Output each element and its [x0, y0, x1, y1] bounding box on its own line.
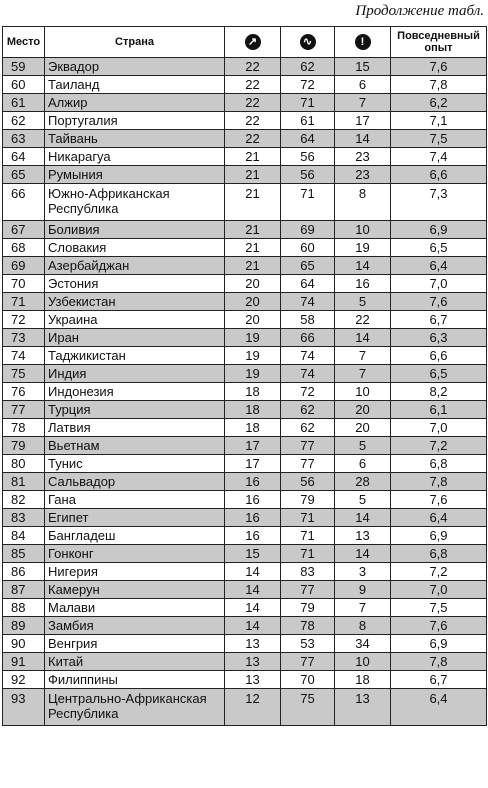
- cell-daily: 7,6: [391, 617, 487, 635]
- header-col4: [281, 27, 335, 58]
- table-row: [3, 239, 487, 257]
- cell-col4: 79: [281, 599, 335, 617]
- cell-daily: 8,2: [391, 383, 487, 401]
- cell-col4: 72: [281, 383, 335, 401]
- cell-col4: 74: [281, 365, 335, 383]
- cell-col4: 70: [281, 671, 335, 689]
- cell-col4: 79: [281, 491, 335, 509]
- cell-col5: 5: [335, 491, 391, 509]
- cell-col4: 53: [281, 635, 335, 653]
- cell-col4: 56: [281, 166, 335, 184]
- cell-rank: 85: [3, 545, 45, 563]
- cell-col4: 65: [281, 257, 335, 275]
- cell-col4: 74: [281, 347, 335, 365]
- cell-col3: 17: [225, 437, 281, 455]
- cell-daily: 6,4: [391, 257, 487, 275]
- cell-col5: 7: [335, 347, 391, 365]
- cell-col3: 12: [225, 689, 281, 726]
- table-row: [3, 581, 487, 599]
- table-row: [3, 473, 487, 491]
- table-row: [3, 383, 487, 401]
- table-row: [3, 94, 487, 112]
- cell-rank: 74: [3, 347, 45, 365]
- table-row: [3, 563, 487, 581]
- cell-col3: 22: [225, 94, 281, 112]
- cell-col5: 9: [335, 581, 391, 599]
- cell-daily: 6,4: [391, 509, 487, 527]
- cell-col3: 21: [225, 257, 281, 275]
- cell-country: Турция: [45, 401, 225, 419]
- cell-col3: 13: [225, 653, 281, 671]
- table-row: [3, 671, 487, 689]
- cell-country: Словакия: [45, 239, 225, 257]
- cell-col5: 14: [335, 130, 391, 148]
- cell-country: Латвия: [45, 419, 225, 437]
- cell-col4: 60: [281, 239, 335, 257]
- cell-col4: 69: [281, 221, 335, 239]
- table-row: [3, 491, 487, 509]
- table-row: [3, 653, 487, 671]
- cell-col4: 75: [281, 689, 335, 726]
- table-row: [3, 437, 487, 455]
- arrow-up-right-icon: ↗: [245, 34, 261, 50]
- cell-rank: 80: [3, 455, 45, 473]
- cell-col4: 77: [281, 455, 335, 473]
- cell-rank: 63: [3, 130, 45, 148]
- cell-col5: 13: [335, 689, 391, 726]
- cell-country: Вьетнам: [45, 437, 225, 455]
- cell-col4: 62: [281, 58, 335, 76]
- cell-col3: 16: [225, 473, 281, 491]
- cell-col5: 5: [335, 293, 391, 311]
- cell-col5: 17: [335, 112, 391, 130]
- cell-col4: 71: [281, 94, 335, 112]
- cell-col3: 20: [225, 275, 281, 293]
- cell-daily: 7,8: [391, 653, 487, 671]
- cell-col5: 23: [335, 166, 391, 184]
- cell-rank: 59: [3, 58, 45, 76]
- cell-rank: 64: [3, 148, 45, 166]
- table-body: [3, 58, 487, 726]
- cell-col4: 71: [281, 509, 335, 527]
- cell-col5: 22: [335, 311, 391, 329]
- table-row: [3, 689, 487, 726]
- cell-col4: 71: [281, 527, 335, 545]
- cell-daily: 6,9: [391, 635, 487, 653]
- cell-col5: 13: [335, 527, 391, 545]
- cell-rank: 83: [3, 509, 45, 527]
- table-row: [3, 455, 487, 473]
- cell-rank: 68: [3, 239, 45, 257]
- cell-country: Азербайджан: [45, 257, 225, 275]
- cell-country: Украина: [45, 311, 225, 329]
- cell-country: Тунис: [45, 455, 225, 473]
- cell-rank: 61: [3, 94, 45, 112]
- cell-country: Центрально-Африканская Республика: [45, 689, 225, 726]
- cell-col3: 19: [225, 347, 281, 365]
- cell-country: Венгрия: [45, 635, 225, 653]
- cell-country: Камерун: [45, 581, 225, 599]
- cell-country: Индия: [45, 365, 225, 383]
- cell-col3: 21: [225, 148, 281, 166]
- cell-col3: 22: [225, 112, 281, 130]
- cell-col4: 62: [281, 401, 335, 419]
- cell-col4: 83: [281, 563, 335, 581]
- cell-col4: 66: [281, 329, 335, 347]
- cell-col3: 17: [225, 455, 281, 473]
- cell-col5: 5: [335, 437, 391, 455]
- cell-daily: 6,1: [391, 401, 487, 419]
- cell-daily: 7,5: [391, 599, 487, 617]
- cell-rank: 69: [3, 257, 45, 275]
- cell-daily: 6,2: [391, 94, 487, 112]
- table-row: [3, 365, 487, 383]
- table-row: [3, 401, 487, 419]
- cell-col5: 28: [335, 473, 391, 491]
- cell-daily: 6,9: [391, 527, 487, 545]
- cell-country: Индонезия: [45, 383, 225, 401]
- cell-col5: 8: [335, 184, 391, 221]
- cell-col3: 22: [225, 130, 281, 148]
- header-daily: Повседневный опыт: [391, 27, 487, 58]
- cell-col5: 14: [335, 545, 391, 563]
- table-row: [3, 293, 487, 311]
- cell-col3: 18: [225, 383, 281, 401]
- cell-daily: 6,8: [391, 545, 487, 563]
- cell-daily: 7,5: [391, 130, 487, 148]
- cell-col3: 13: [225, 671, 281, 689]
- cell-country: Тайвань: [45, 130, 225, 148]
- cell-col5: 14: [335, 329, 391, 347]
- cell-daily: 7,2: [391, 437, 487, 455]
- table-row: [3, 275, 487, 293]
- cell-col3: 20: [225, 311, 281, 329]
- cell-country: Таиланд: [45, 76, 225, 94]
- cell-col4: 77: [281, 653, 335, 671]
- cell-col5: 3: [335, 563, 391, 581]
- cell-rank: 60: [3, 76, 45, 94]
- cell-rank: 78: [3, 419, 45, 437]
- cell-col5: 18: [335, 671, 391, 689]
- cell-col3: 14: [225, 563, 281, 581]
- cell-daily: 6,6: [391, 166, 487, 184]
- cell-daily: 6,5: [391, 239, 487, 257]
- cell-daily: 6,5: [391, 365, 487, 383]
- table-row: [3, 148, 487, 166]
- cell-country: Сальвадор: [45, 473, 225, 491]
- cell-rank: 88: [3, 599, 45, 617]
- cell-col3: 18: [225, 419, 281, 437]
- cell-daily: 7,6: [391, 58, 487, 76]
- cell-col3: 20: [225, 293, 281, 311]
- cell-col4: 71: [281, 184, 335, 221]
- cell-col5: 10: [335, 383, 391, 401]
- cell-rank: 87: [3, 581, 45, 599]
- cell-col5: 10: [335, 653, 391, 671]
- cell-daily: 6,7: [391, 311, 487, 329]
- cell-country: Египет: [45, 509, 225, 527]
- cell-country: Таджикистан: [45, 347, 225, 365]
- cell-col4: 64: [281, 275, 335, 293]
- table-row: [3, 509, 487, 527]
- table-caption: Продолжение табл.: [355, 3, 484, 19]
- cell-country: Узбекистан: [45, 293, 225, 311]
- table-row: [3, 166, 487, 184]
- cell-col4: 62: [281, 419, 335, 437]
- cell-daily: 7,6: [391, 293, 487, 311]
- cell-col3: 15: [225, 545, 281, 563]
- cell-rank: 73: [3, 329, 45, 347]
- cell-col4: 77: [281, 437, 335, 455]
- cell-country: Бангладеш: [45, 527, 225, 545]
- cell-country: Эквадор: [45, 58, 225, 76]
- cell-col3: 16: [225, 491, 281, 509]
- table-row: [3, 347, 487, 365]
- cell-col4: 56: [281, 148, 335, 166]
- cell-col3: 19: [225, 365, 281, 383]
- cell-rank: 89: [3, 617, 45, 635]
- cell-col5: 6: [335, 455, 391, 473]
- cell-col3: 18: [225, 401, 281, 419]
- cell-col3: 22: [225, 58, 281, 76]
- header-col3: [225, 27, 281, 58]
- cell-rank: 86: [3, 563, 45, 581]
- cell-daily: 6,7: [391, 671, 487, 689]
- table-row: [3, 76, 487, 94]
- cell-col3: 16: [225, 527, 281, 545]
- cell-rank: 71: [3, 293, 45, 311]
- cell-col4: 77: [281, 581, 335, 599]
- cell-daily: 7,0: [391, 275, 487, 293]
- cell-col4: 58: [281, 311, 335, 329]
- table-row: [3, 635, 487, 653]
- cell-col5: 15: [335, 58, 391, 76]
- cell-rank: 82: [3, 491, 45, 509]
- table-row: [3, 184, 487, 221]
- cell-rank: 93: [3, 689, 45, 726]
- cell-daily: 7,4: [391, 148, 487, 166]
- cell-col3: 19: [225, 329, 281, 347]
- table-row: [3, 527, 487, 545]
- cell-col4: 78: [281, 617, 335, 635]
- cell-country: Эстония: [45, 275, 225, 293]
- cell-rank: 65: [3, 166, 45, 184]
- cell-country: Южно-Африканская Республика: [45, 184, 225, 221]
- cell-daily: 7,2: [391, 563, 487, 581]
- cell-country: Никарагуа: [45, 148, 225, 166]
- table-row: [3, 419, 487, 437]
- cell-col5: 20: [335, 419, 391, 437]
- cell-col5: 8: [335, 617, 391, 635]
- cell-col3: 21: [225, 221, 281, 239]
- header-col5: [335, 27, 391, 58]
- table-row: [3, 545, 487, 563]
- cell-rank: 67: [3, 221, 45, 239]
- cell-country: Румыния: [45, 166, 225, 184]
- cell-daily: 7,8: [391, 473, 487, 491]
- table-row: [3, 130, 487, 148]
- cell-col3: 14: [225, 617, 281, 635]
- cell-daily: 7,0: [391, 581, 487, 599]
- cell-country: Иран: [45, 329, 225, 347]
- cell-col5: 23: [335, 148, 391, 166]
- cell-daily: 7,0: [391, 419, 487, 437]
- ranking-table: [2, 26, 487, 726]
- cell-col3: 21: [225, 239, 281, 257]
- cell-daily: 7,3: [391, 184, 487, 221]
- cell-col4: 72: [281, 76, 335, 94]
- cell-col3: 21: [225, 166, 281, 184]
- table-row: [3, 599, 487, 617]
- cell-col4: 56: [281, 473, 335, 491]
- pulse-icon: ∿: [300, 34, 316, 50]
- cell-daily: 7,8: [391, 76, 487, 94]
- cell-col3: 13: [225, 635, 281, 653]
- table-row: [3, 617, 487, 635]
- cell-rank: 66: [3, 184, 45, 221]
- cell-daily: 6,4: [391, 689, 487, 726]
- cell-col5: 16: [335, 275, 391, 293]
- table-row: [3, 58, 487, 76]
- table-row: [3, 311, 487, 329]
- cell-col4: 64: [281, 130, 335, 148]
- header-country: Страна: [45, 27, 225, 58]
- cell-col4: 74: [281, 293, 335, 311]
- cell-rank: 81: [3, 473, 45, 491]
- cell-col5: 14: [335, 509, 391, 527]
- cell-col3: 16: [225, 509, 281, 527]
- cell-col3: 14: [225, 599, 281, 617]
- cell-country: Португалия: [45, 112, 225, 130]
- cell-col5: 7: [335, 94, 391, 112]
- cell-country: Гана: [45, 491, 225, 509]
- cell-col3: 22: [225, 76, 281, 94]
- cell-col3: 21: [225, 184, 281, 221]
- cell-rank: 76: [3, 383, 45, 401]
- cell-col4: 71: [281, 545, 335, 563]
- cell-col3: 14: [225, 581, 281, 599]
- header-rank: Место: [3, 27, 45, 58]
- cell-rank: 62: [3, 112, 45, 130]
- cell-col5: 34: [335, 635, 391, 653]
- cell-col5: 10: [335, 221, 391, 239]
- cell-daily: 6,6: [391, 347, 487, 365]
- table-row: [3, 221, 487, 239]
- cell-country: Боливия: [45, 221, 225, 239]
- cell-col5: 7: [335, 365, 391, 383]
- cell-daily: 7,1: [391, 112, 487, 130]
- cell-rank: 92: [3, 671, 45, 689]
- cell-rank: 91: [3, 653, 45, 671]
- cell-rank: 79: [3, 437, 45, 455]
- cell-daily: 7,6: [391, 491, 487, 509]
- cell-col4: 61: [281, 112, 335, 130]
- cell-col5: 7: [335, 599, 391, 617]
- cell-country: Гонконг: [45, 545, 225, 563]
- cell-rank: 75: [3, 365, 45, 383]
- cell-rank: 90: [3, 635, 45, 653]
- cell-rank: 77: [3, 401, 45, 419]
- cell-daily: 6,9: [391, 221, 487, 239]
- table-row: [3, 329, 487, 347]
- cell-country: Филиппины: [45, 671, 225, 689]
- cell-col5: 20: [335, 401, 391, 419]
- cell-country: Замбия: [45, 617, 225, 635]
- cell-country: Алжир: [45, 94, 225, 112]
- cell-country: Китай: [45, 653, 225, 671]
- cell-rank: 72: [3, 311, 45, 329]
- table-row: [3, 112, 487, 130]
- cell-rank: 70: [3, 275, 45, 293]
- cell-col5: 6: [335, 76, 391, 94]
- table-row: [3, 257, 487, 275]
- exclamation-icon: !: [355, 34, 371, 50]
- table-header-row: [3, 27, 487, 58]
- cell-daily: 6,8: [391, 455, 487, 473]
- cell-country: Нигерия: [45, 563, 225, 581]
- cell-col5: 19: [335, 239, 391, 257]
- cell-col5: 14: [335, 257, 391, 275]
- cell-country: Малави: [45, 599, 225, 617]
- cell-rank: 84: [3, 527, 45, 545]
- cell-daily: 6,3: [391, 329, 487, 347]
